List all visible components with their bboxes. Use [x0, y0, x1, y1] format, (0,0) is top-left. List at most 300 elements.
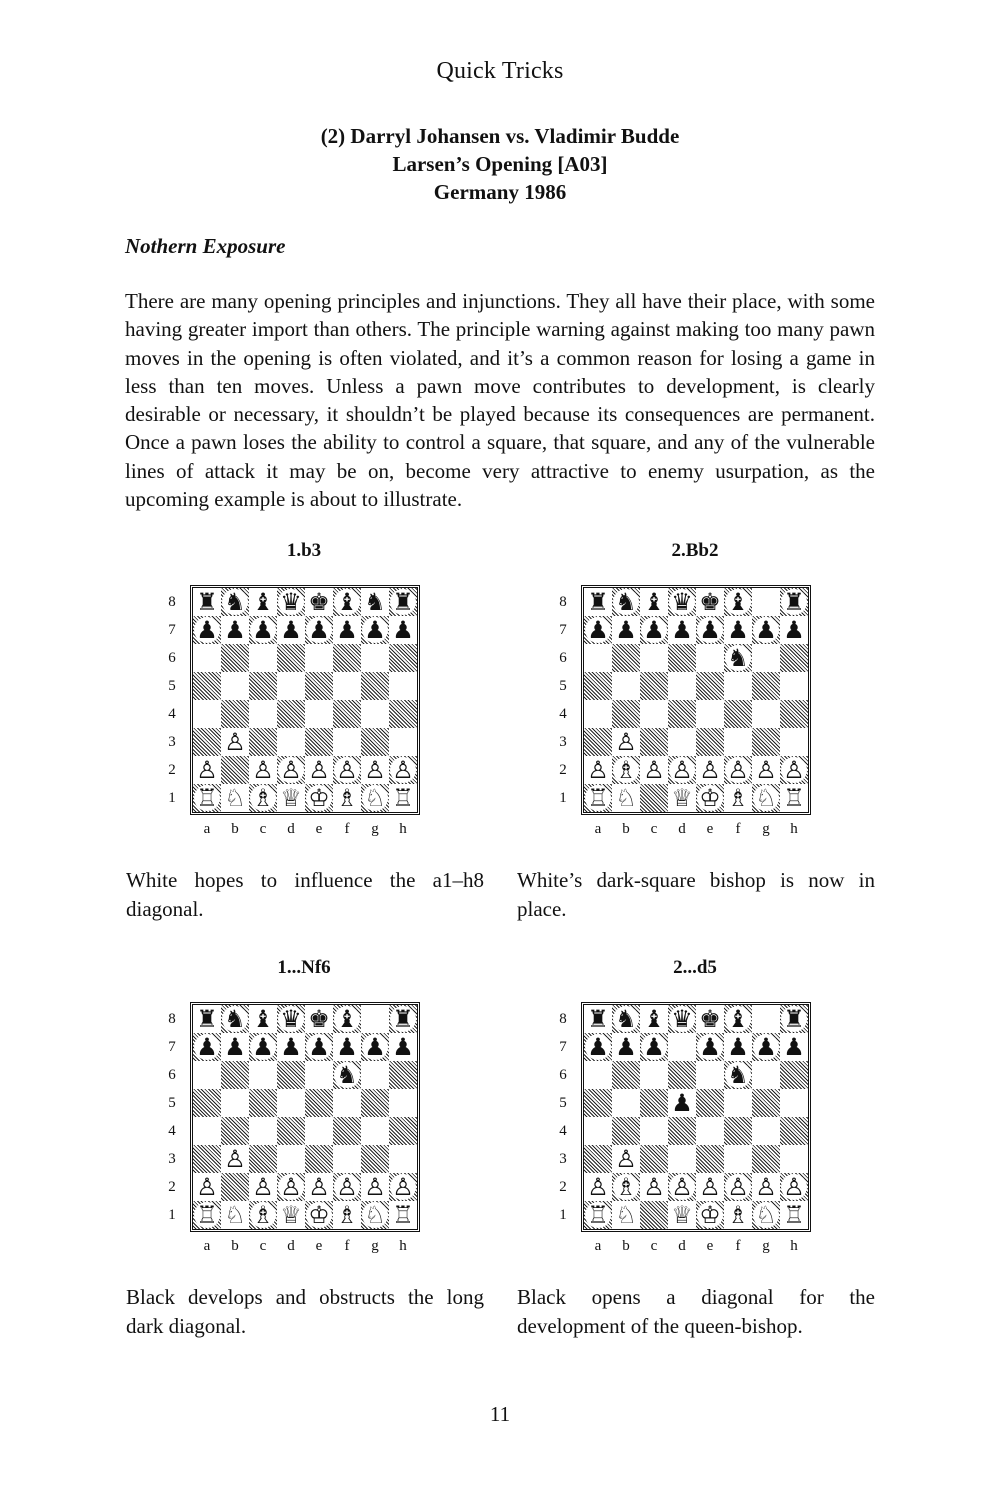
white-rook-icon: ♖ — [781, 1202, 807, 1228]
white-pawn-icon: ♙ — [334, 1174, 360, 1200]
white-pawn-icon: ♙ — [222, 1146, 248, 1172]
square-e8 — [305, 588, 333, 616]
white-pawn-icon: ♙ — [753, 1174, 779, 1200]
black-king-icon: ♚ — [306, 589, 332, 615]
square-h3 — [389, 728, 417, 756]
black-rook-icon: ♜ — [585, 589, 611, 615]
rank-label: 3 — [168, 734, 176, 750]
square-g7 — [361, 1033, 389, 1061]
square-f5 — [333, 672, 361, 700]
square-g4 — [361, 1117, 389, 1145]
square-f1 — [333, 1201, 361, 1229]
white-bishop-icon: ♗ — [613, 757, 639, 783]
square-d2 — [277, 756, 305, 784]
square-g7 — [361, 616, 389, 644]
white-pawn-icon: ♙ — [222, 729, 248, 755]
square-g3 — [752, 728, 780, 756]
black-knight-icon: ♞ — [362, 589, 388, 615]
rank-label: 2 — [559, 762, 567, 778]
square-d1 — [668, 784, 696, 812]
white-bishop-icon: ♗ — [250, 785, 276, 811]
file-label: c — [259, 821, 267, 837]
black-pawn-icon: ♟ — [278, 617, 304, 643]
square-c1 — [640, 1201, 668, 1229]
square-a8 — [584, 1005, 612, 1033]
black-bishop-icon: ♝ — [334, 589, 360, 615]
square-c1 — [640, 784, 668, 812]
white-pawn-icon: ♙ — [781, 757, 807, 783]
square-e3 — [696, 1145, 724, 1173]
rank-label: 7 — [559, 1039, 567, 1055]
rank-label: 1 — [559, 1207, 567, 1223]
black-queen-icon: ♛ — [278, 1006, 304, 1032]
file-label: d — [678, 1238, 686, 1254]
file-label: e — [706, 1238, 714, 1254]
game-players: (2) Darryl Johansen vs. Vladimir Budde — [320, 124, 680, 148]
square-e3 — [696, 728, 724, 756]
square-d5 — [668, 1089, 696, 1117]
chess-board — [581, 1002, 811, 1232]
square-a2 — [193, 1173, 221, 1201]
square-e6 — [696, 644, 724, 672]
rank-label: 3 — [559, 1151, 567, 1167]
white-pawn-icon: ♙ — [781, 1174, 807, 1200]
white-rook-icon: ♖ — [585, 785, 611, 811]
white-queen-icon: ♕ — [278, 1202, 304, 1228]
square-d7 — [668, 616, 696, 644]
square-a8 — [584, 588, 612, 616]
black-bishop-icon: ♝ — [641, 589, 667, 615]
square-d3 — [277, 728, 305, 756]
square-g4 — [752, 700, 780, 728]
square-h7 — [389, 616, 417, 644]
white-pawn-icon: ♙ — [585, 757, 611, 783]
file-label: c — [650, 821, 658, 837]
white-bishop-icon: ♗ — [613, 1174, 639, 1200]
rank-label: 6 — [559, 650, 567, 666]
square-f1 — [724, 784, 752, 812]
square-a8 — [193, 588, 221, 616]
white-pawn-icon: ♙ — [390, 757, 416, 783]
white-knight-icon: ♘ — [753, 785, 779, 811]
black-pawn-icon: ♟ — [753, 617, 779, 643]
rank-label: 3 — [559, 734, 567, 750]
square-h7 — [780, 616, 808, 644]
square-a7 — [584, 616, 612, 644]
square-e6 — [305, 644, 333, 672]
square-f4 — [724, 700, 752, 728]
intro-paragraph: There are many opening principles and injunctions. They all have their place, with some having greater import than others. The principle warning against making too many pawn moves in the opening is often violated, and it’s a common reason for losing a game in less than ten moves. Unless a pawn move contributes to development, is clearly desirable or necessary, it shouldn’t be played because its consequences are permanent. Once a pawn loses the ability to control a square, that square, and any of the vulnerable lines of attack it may be on, become very attractive to enemy usurpation, as the upcoming example is about to illustrate. — [125, 289, 875, 512]
square-e8 — [696, 1005, 724, 1033]
white-pawn-icon: ♙ — [194, 1174, 220, 1200]
square-d5 — [668, 672, 696, 700]
file-label: b — [231, 1238, 239, 1254]
square-a2 — [584, 756, 612, 784]
rank-label: 2 — [168, 762, 176, 778]
black-pawn-icon: ♟ — [585, 1034, 611, 1060]
square-b8 — [221, 588, 249, 616]
black-pawn-icon: ♟ — [250, 1034, 276, 1060]
white-pawn-icon: ♙ — [194, 757, 220, 783]
square-g4 — [361, 700, 389, 728]
square-h8 — [780, 588, 808, 616]
square-f6 — [724, 644, 752, 672]
square-h3 — [780, 728, 808, 756]
black-pawn-icon: ♟ — [781, 617, 807, 643]
white-pawn-icon: ♙ — [278, 757, 304, 783]
file-label: f — [344, 821, 350, 837]
black-knight-icon: ♞ — [725, 1062, 751, 1088]
square-b6 — [221, 1061, 249, 1089]
rank-label: 4 — [168, 1123, 176, 1139]
rank-label: 7 — [559, 622, 567, 638]
square-g8 — [361, 588, 389, 616]
white-knight-icon: ♘ — [613, 1202, 639, 1228]
square-a1 — [193, 1201, 221, 1229]
square-f8 — [333, 1005, 361, 1033]
white-rook-icon: ♖ — [585, 1202, 611, 1228]
square-h7 — [389, 1033, 417, 1061]
rank-label: 8 — [559, 1011, 567, 1027]
square-f5 — [333, 1089, 361, 1117]
black-knight-icon: ♞ — [222, 589, 248, 615]
white-rook-icon: ♖ — [390, 785, 416, 811]
rank-label: 6 — [168, 1067, 176, 1083]
file-label: g — [762, 1238, 770, 1254]
file-label: a — [203, 1238, 211, 1254]
square-e3 — [305, 728, 333, 756]
file-label: d — [287, 1238, 295, 1254]
square-c4 — [640, 700, 668, 728]
square-c6 — [640, 1061, 668, 1089]
square-g1 — [361, 784, 389, 812]
black-rook-icon: ♜ — [390, 1006, 416, 1032]
white-pawn-icon: ♙ — [613, 729, 639, 755]
square-a1 — [193, 784, 221, 812]
square-d4 — [668, 700, 696, 728]
black-pawn-icon: ♟ — [697, 1034, 723, 1060]
square-g2 — [752, 1173, 780, 1201]
square-f7 — [333, 1033, 361, 1061]
square-b4 — [221, 700, 249, 728]
square-d8 — [277, 1005, 305, 1033]
square-f3 — [333, 728, 361, 756]
square-g3 — [361, 728, 389, 756]
square-b2 — [221, 756, 249, 784]
square-c4 — [640, 1117, 668, 1145]
white-bishop-icon: ♗ — [725, 1202, 751, 1228]
square-h8 — [389, 588, 417, 616]
square-e5 — [305, 672, 333, 700]
square-d6 — [668, 1061, 696, 1089]
square-d3 — [668, 1145, 696, 1173]
square-e4 — [305, 1117, 333, 1145]
square-g6 — [361, 1061, 389, 1089]
page-number: 11 — [489, 1402, 511, 1426]
square-c5 — [640, 1089, 668, 1117]
black-pawn-icon: ♟ — [669, 617, 695, 643]
black-knight-icon: ♞ — [613, 1006, 639, 1032]
square-d6 — [277, 644, 305, 672]
square-e7 — [696, 1033, 724, 1061]
file-label: e — [315, 1238, 323, 1254]
square-a5 — [584, 1089, 612, 1117]
square-b1 — [221, 784, 249, 812]
square-g1 — [361, 1201, 389, 1229]
square-b6 — [221, 644, 249, 672]
square-f8 — [724, 1005, 752, 1033]
white-king-icon: ♔ — [306, 785, 332, 811]
rank-label: 5 — [168, 678, 176, 694]
file-label: b — [622, 1238, 630, 1254]
square-b4 — [221, 1117, 249, 1145]
file-label: e — [706, 821, 714, 837]
square-h2 — [780, 756, 808, 784]
rank-label: 7 — [168, 622, 176, 638]
rank-label: 5 — [559, 1095, 567, 1111]
game-event: Germany 1986 — [433, 180, 567, 204]
square-d6 — [668, 644, 696, 672]
white-pawn-icon: ♙ — [250, 757, 276, 783]
square-c1 — [249, 784, 277, 812]
file-label: c — [650, 1238, 658, 1254]
square-f2 — [724, 756, 752, 784]
black-rook-icon: ♜ — [194, 589, 220, 615]
file-label: c — [259, 1238, 267, 1254]
square-d3 — [277, 1145, 305, 1173]
white-pawn-icon: ♙ — [362, 757, 388, 783]
white-pawn-icon: ♙ — [306, 1174, 332, 1200]
black-pawn-icon: ♟ — [781, 1034, 807, 1060]
black-pawn-icon: ♟ — [194, 1034, 220, 1060]
square-c5 — [640, 672, 668, 700]
black-pawn-icon: ♟ — [725, 617, 751, 643]
square-h3 — [780, 1145, 808, 1173]
square-a8 — [193, 1005, 221, 1033]
square-a1 — [584, 784, 612, 812]
white-pawn-icon: ♙ — [306, 757, 332, 783]
rank-label: 4 — [168, 706, 176, 722]
square-a5 — [193, 672, 221, 700]
square-c6 — [640, 644, 668, 672]
file-label: g — [762, 821, 770, 837]
white-pawn-icon: ♙ — [725, 757, 751, 783]
white-queen-icon: ♕ — [669, 785, 695, 811]
white-queen-icon: ♕ — [278, 785, 304, 811]
black-king-icon: ♚ — [306, 1006, 332, 1032]
square-d2 — [277, 1173, 305, 1201]
square-c7 — [249, 1033, 277, 1061]
square-c6 — [249, 644, 277, 672]
square-b7 — [221, 1033, 249, 1061]
square-c3 — [640, 1145, 668, 1173]
chess-board — [581, 585, 811, 815]
square-f7 — [333, 616, 361, 644]
black-pawn-icon: ♟ — [222, 1034, 248, 1060]
square-b7 — [612, 1033, 640, 1061]
black-pawn-icon: ♟ — [641, 617, 667, 643]
square-b8 — [612, 588, 640, 616]
square-e6 — [305, 1061, 333, 1089]
rank-label: 1 — [168, 1207, 176, 1223]
square-a7 — [584, 1033, 612, 1061]
black-pawn-icon: ♟ — [278, 1034, 304, 1060]
white-pawn-icon: ♙ — [641, 1174, 667, 1200]
square-b5 — [221, 672, 249, 700]
white-pawn-icon: ♙ — [334, 757, 360, 783]
black-king-icon: ♚ — [697, 589, 723, 615]
black-pawn-icon: ♟ — [390, 1034, 416, 1060]
square-f1 — [724, 1201, 752, 1229]
black-queen-icon: ♛ — [669, 589, 695, 615]
black-rook-icon: ♜ — [194, 1006, 220, 1032]
square-a3 — [193, 1145, 221, 1173]
white-pawn-icon: ♙ — [669, 1174, 695, 1200]
square-e5 — [696, 1089, 724, 1117]
square-f3 — [724, 728, 752, 756]
black-queen-icon: ♛ — [278, 589, 304, 615]
white-knight-icon: ♘ — [362, 1202, 388, 1228]
rank-label: 6 — [168, 650, 176, 666]
black-queen-icon: ♛ — [669, 1006, 695, 1032]
black-pawn-icon: ♟ — [753, 1034, 779, 1060]
white-pawn-icon: ♙ — [753, 757, 779, 783]
square-d2 — [668, 1173, 696, 1201]
square-d8 — [668, 588, 696, 616]
square-h5 — [780, 1089, 808, 1117]
file-label: f — [344, 1238, 350, 1254]
square-h4 — [389, 1117, 417, 1145]
square-e1 — [696, 1201, 724, 1229]
diagram-move-label: 1...Nf6 — [277, 957, 331, 978]
square-g5 — [361, 1089, 389, 1117]
file-label: a — [203, 821, 211, 837]
square-b3 — [612, 1145, 640, 1173]
square-a6 — [584, 644, 612, 672]
square-g8 — [752, 588, 780, 616]
white-pawn-icon: ♙ — [725, 1174, 751, 1200]
square-h7 — [780, 1033, 808, 1061]
square-c1 — [249, 1201, 277, 1229]
black-pawn-icon: ♟ — [725, 1034, 751, 1060]
square-c3 — [249, 728, 277, 756]
diagram-caption: Black develops and obstructs the long dark diagonal. — [126, 1285, 484, 1338]
square-e7 — [305, 1033, 333, 1061]
square-h6 — [389, 644, 417, 672]
black-pawn-icon: ♟ — [306, 1034, 332, 1060]
square-b2 — [221, 1173, 249, 1201]
square-f8 — [724, 588, 752, 616]
black-bishop-icon: ♝ — [250, 589, 276, 615]
white-bishop-icon: ♗ — [250, 1202, 276, 1228]
square-g6 — [752, 1061, 780, 1089]
white-king-icon: ♔ — [697, 1202, 723, 1228]
square-f5 — [724, 1089, 752, 1117]
rank-label: 8 — [168, 594, 176, 610]
white-knight-icon: ♘ — [362, 785, 388, 811]
square-h6 — [389, 1061, 417, 1089]
square-f2 — [333, 1173, 361, 1201]
white-knight-icon: ♘ — [222, 1202, 248, 1228]
file-label: d — [678, 821, 686, 837]
square-b5 — [221, 1089, 249, 1117]
square-h2 — [389, 756, 417, 784]
square-e1 — [696, 784, 724, 812]
chess-board — [190, 585, 420, 815]
square-a7 — [193, 616, 221, 644]
square-e1 — [305, 784, 333, 812]
square-h2 — [389, 1173, 417, 1201]
square-f7 — [724, 1033, 752, 1061]
square-h6 — [780, 1061, 808, 1089]
square-h8 — [780, 1005, 808, 1033]
file-label: h — [790, 821, 798, 837]
black-knight-icon: ♞ — [725, 645, 751, 671]
square-a4 — [193, 700, 221, 728]
black-pawn-icon: ♟ — [334, 1034, 360, 1060]
square-a5 — [193, 1089, 221, 1117]
square-h4 — [780, 700, 808, 728]
square-h1 — [389, 1201, 417, 1229]
black-pawn-icon: ♟ — [334, 617, 360, 643]
square-h8 — [389, 1005, 417, 1033]
white-king-icon: ♔ — [306, 1202, 332, 1228]
square-g6 — [361, 644, 389, 672]
square-c2 — [249, 1173, 277, 1201]
rank-label: 5 — [168, 1095, 176, 1111]
square-e3 — [305, 1145, 333, 1173]
square-c8 — [640, 1005, 668, 1033]
white-rook-icon: ♖ — [781, 785, 807, 811]
square-f4 — [724, 1117, 752, 1145]
rank-label: 7 — [168, 1039, 176, 1055]
square-e5 — [696, 672, 724, 700]
square-g2 — [752, 756, 780, 784]
square-c5 — [249, 672, 277, 700]
rank-label: 8 — [168, 1011, 176, 1027]
square-a7 — [193, 1033, 221, 1061]
square-c7 — [640, 616, 668, 644]
rank-label: 2 — [168, 1179, 176, 1195]
diagram-caption: White’s dark-square bishop is now in place. — [517, 868, 875, 921]
white-king-icon: ♔ — [697, 785, 723, 811]
square-f4 — [333, 700, 361, 728]
rank-label: 5 — [559, 678, 567, 694]
square-g8 — [752, 1005, 780, 1033]
square-c8 — [249, 1005, 277, 1033]
square-e8 — [696, 588, 724, 616]
square-c2 — [640, 756, 668, 784]
square-e5 — [305, 1089, 333, 1117]
square-c8 — [640, 588, 668, 616]
black-pawn-icon: ♟ — [362, 1034, 388, 1060]
square-b6 — [612, 1061, 640, 1089]
square-e6 — [696, 1061, 724, 1089]
black-pawn-icon: ♟ — [390, 617, 416, 643]
file-label: g — [371, 821, 379, 837]
square-f2 — [333, 756, 361, 784]
square-a1 — [584, 1201, 612, 1229]
square-h1 — [780, 1201, 808, 1229]
square-c4 — [249, 700, 277, 728]
square-g2 — [361, 756, 389, 784]
square-e4 — [696, 1117, 724, 1145]
diagram-move-label: 2...d5 — [673, 957, 717, 978]
white-bishop-icon: ♗ — [725, 785, 751, 811]
file-label: f — [735, 1238, 741, 1254]
square-f7 — [724, 616, 752, 644]
chess-board — [190, 1002, 420, 1232]
